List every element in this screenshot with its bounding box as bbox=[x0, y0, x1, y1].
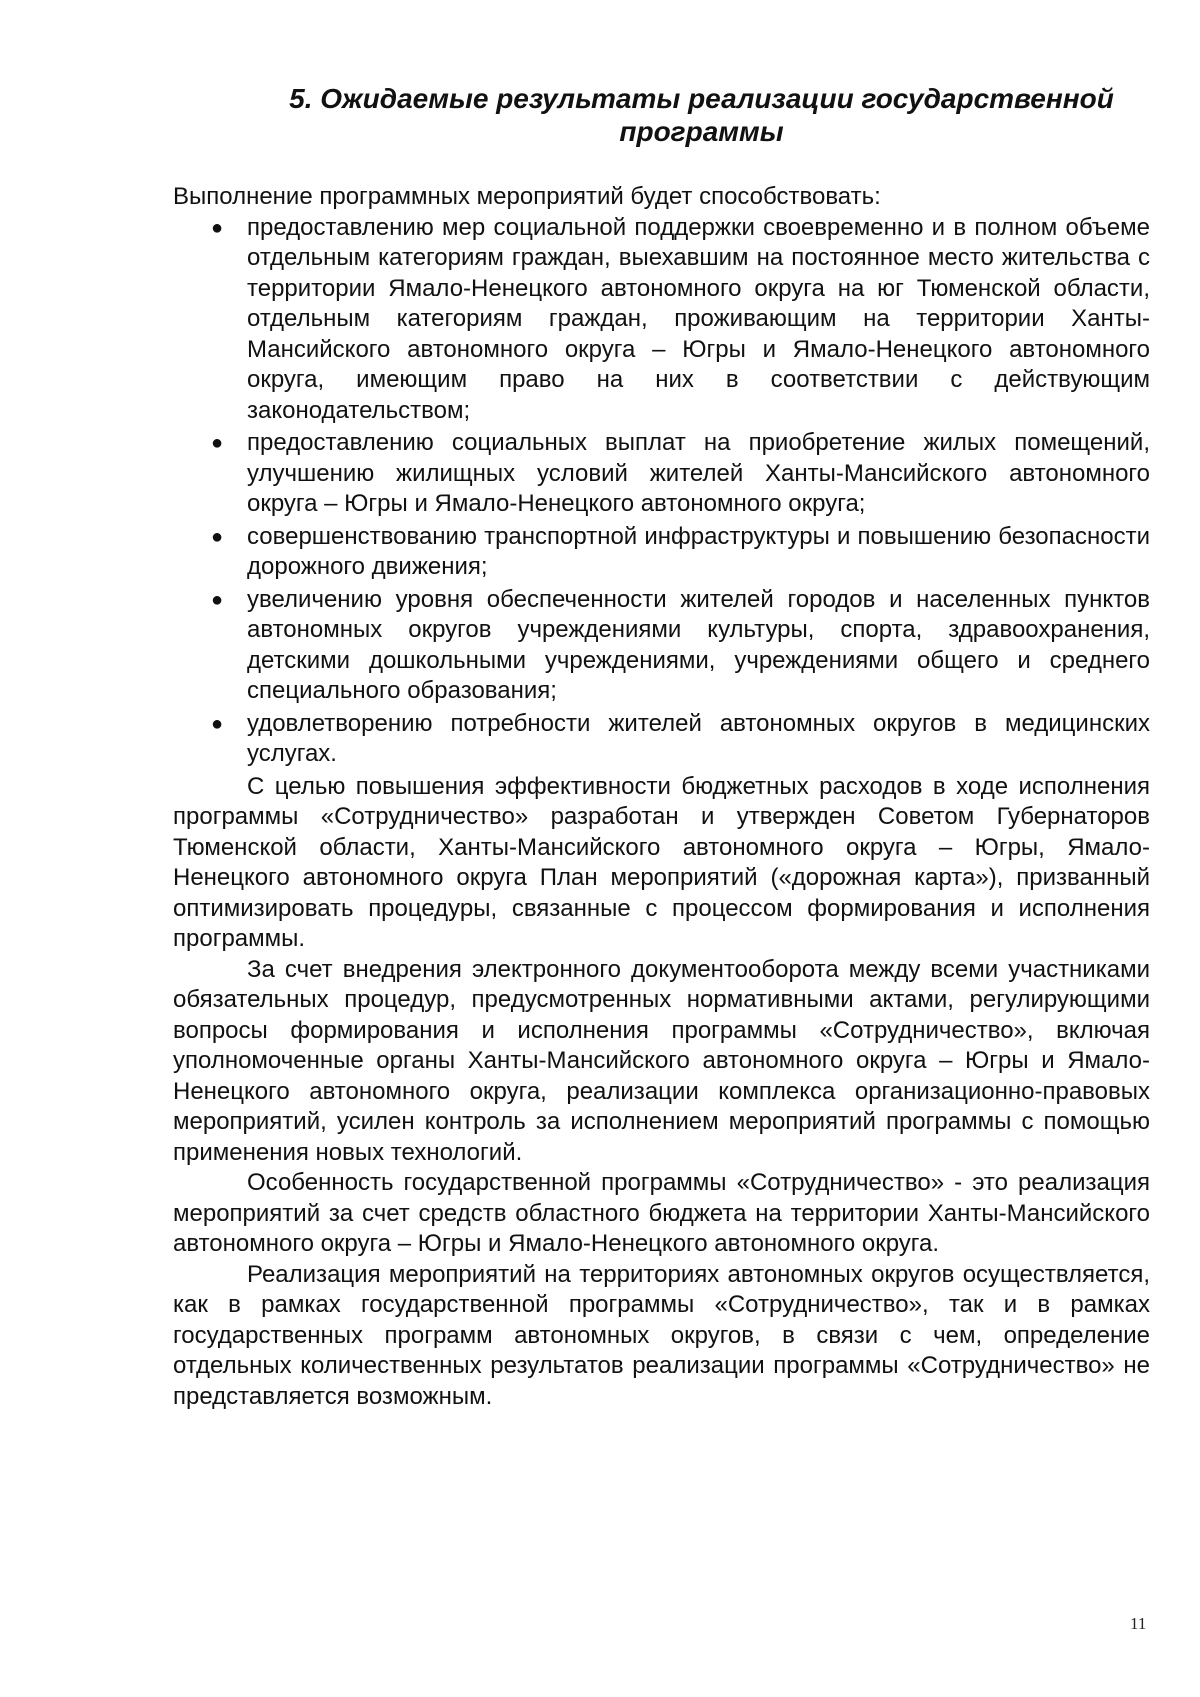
document-page bbox=[173, 82, 1150, 1412]
bullet-text: совершенствованию транспортной инфраструктуры и повышению безопасности дорожного движения; bbox=[247, 522, 1150, 580]
intro-sentence: Выполнение программных мероприятий будет способствовать: bbox=[173, 183, 881, 210]
paragraph-electronic-workflow: За счет внедрения электронного документооборота между всеми участниками обязательных процедур, предусмотренных нормативными актами, регулирующими вопросы формирования и исполнения программы «Сотрудничество», включая уполномоченные органы Ханты-Мансийского автономного округа – Югры и Ямало-Ненецкого автономного округа, реализации комплекса организационно-правовых мероприятий, усилен контроль за исполнением мероприятий программы с помощью применения новых технологий. bbox=[173, 955, 1150, 1166]
bullet-item bbox=[173, 428, 1150, 520]
bullet-icon: ● bbox=[211, 588, 224, 611]
bullet-item bbox=[173, 585, 1150, 707]
results-bullet-list bbox=[173, 213, 1150, 770]
bullet-item bbox=[173, 213, 1150, 427]
section-heading bbox=[173, 82, 1150, 148]
bullet-text: предоставлению социальных выплат на приобретение жилых помещений, улучшению жилищных условий жителей Ханты-Мансийского автономного округа – Югры и Ямало-Ненецкого автономного округа; bbox=[247, 429, 1150, 517]
bullet-item bbox=[173, 522, 1150, 583]
page-number: 11 bbox=[1130, 1614, 1147, 1633]
bullet-text: увеличению уровня обеспеченности жителей городов и населенных пунктов автономных округов учреждениями культуры, спорта, здравоохранения, детскими дошкольными учреждениями, учреждениями общего и среднего специального образования; bbox=[247, 585, 1150, 704]
bullet-icon: ● bbox=[211, 712, 224, 735]
paragraph-implementation: Реализация мероприятий на территориях автономных округов осуществляется, как в рамках государственной программы «Сотрудничество», так и в рамках государственных программ автономных округов, в связи с чем, определение отдельных количественных результатов реализации программы «Сотрудничество» не представляется возможным. bbox=[173, 1260, 1150, 1410]
bullet-icon: ● bbox=[211, 432, 224, 454]
section-heading-line-2: программы bbox=[619, 116, 784, 147]
bullet-icon: ● bbox=[211, 525, 224, 548]
bullet-icon: ● bbox=[211, 216, 224, 239]
paragraph-roadmap: С целью повышения эффективности бюджетных расходов в ходе исполнения программы «Сотрудничество» разработан и утвержден Советом Губернаторов Тюменской области, Ханты-Мансийского автономного округа – Югры, Ямало-Ненецкого автономного округа План мероприятий («дорожная карта»), призванный оптимизировать процедуры, связанные с процессом формирования и исполнения программы. bbox=[173, 772, 1150, 952]
bullet-text: удовлетворению потребности жителей автономных округов в медицинских услугах. bbox=[247, 709, 1150, 767]
bullet-item bbox=[173, 709, 1150, 770]
bullet-text: предоставлению мер социальной поддержки своевременно и в полном объеме отдельным категориям граждан, выехавшим на постоянное место жительства с территории Ямало-Ненецкого автономного округа на юг Тюменской области, отдельным категориям граждан, проживающим на территории Ханты-Мансийского автономного округа – Югры и Ямало-Ненецкого автономного округа, имеющим право на них в соответствии с действующим законодательством; bbox=[247, 213, 1150, 424]
paragraph-program-feature: Особенность государственной программы «Сотрудничество» - это реализация мероприятий за счет средств областного бюджета на территории Ханты-Мансийского автономного округа – Югры и Ямало-Ненецкого автономного округа. bbox=[173, 1169, 1150, 1257]
section-heading-line-1: 5. Ожидаемые результаты реализации государственной bbox=[289, 83, 1114, 114]
